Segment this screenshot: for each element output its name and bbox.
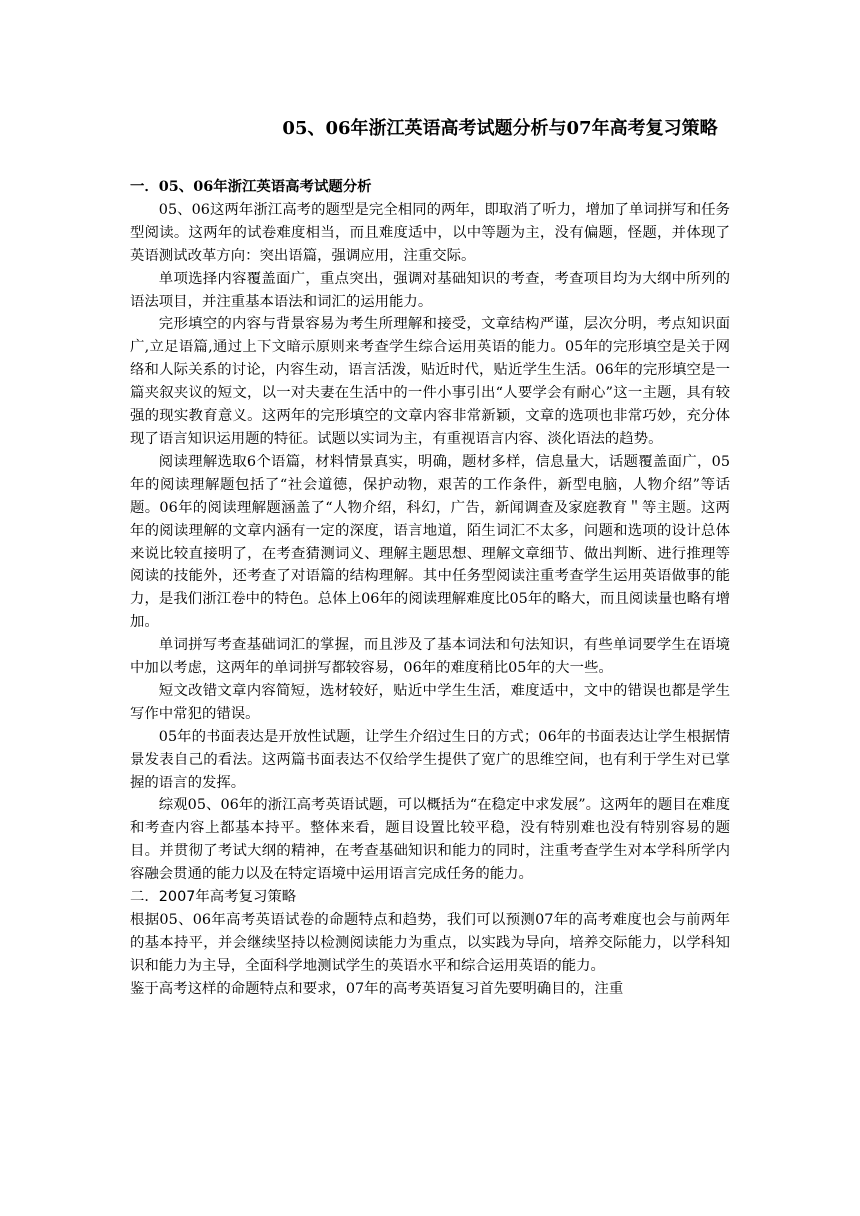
document-body — [130, 176, 730, 1001]
paragraph-summary: 综观05、06年的浙江高考英语试题，可以概括为“在稳定中求发展”。这两年的题目在难度和考查内容上都基本持平。整体来看，题目设置比较平稳，没有特别难也没有特别容易的题目。并贯彻了考试大纲的精神，在考查基础知识和能力的同时，注重考查学生对本学科所学内容融会贯通的能力以及在特定语境中运用语言完成任务的能力。 — [130, 797, 730, 883]
paragraph-overview: 05、06这两年浙江高考的题型是完全相同的两年，即取消了听力，增加了单词拼写和任务型阅读。这两年的试卷难度相当，而且难度适中，以中等题为主，没有偏题，怪题，并体现了英语测试改革方向：突出语篇，强调应用，注重交际。 — [130, 201, 730, 264]
paragraph-reading: 阅读理解选取6个语篇，材料情景真实，明确，题材多样，信息量大，话题覆盖面广，05年的阅读理解题包括了“社会道德，保护动物，艰苦的工作条件，新型电脑，人物介绍”等话题。06年的阅读理解题涵盖了“人物介绍，科幻，广告，新闻调查及家庭教育＂等主题。这两年的阅读理解的文章内涵有一定的深度，语言地道，陌生词汇不太多，问题和选项的设计总体来说比较直接明了，在考查猜测词义、理解主题思想、理解文章细节、做出判断、进行推理等阅读的技能外，还考查了对语篇的结构理解。其中任务型阅读注重考查学生运用英语做事的能力，是我们浙江卷中的特色。总体上06年的阅读理解难度比05年的略大，而且阅读量也略有增加。 — [130, 453, 730, 631]
paragraph-prediction: 根据05、06年高考英语试卷的命题特点和趋势，我们可以预测07年的高考难度也会与前两年的基本持平，并会继续坚持以检测阅读能力为重点，以实践为导向，培养交际能力，以学科知识和能力为主导，全面科学地测试学生的英语水平和综合运用英语的能力。 — [130, 912, 730, 974]
paragraph-writing: 05年的书面表达是开放性试题，让学生介绍过生日的方式；06年的书面表达让学生根据情景发表自己的看法。这两篇书面表达不仅给学生提供了宽广的思维空间，也有利于学生对已掌握的语言的发挥。 — [130, 728, 730, 791]
paragraph-error-correction: 短文改错文章内容简短，选材较好，贴近中学生生活，难度适中，文中的错误也都是学生写作中常犯的错误。 — [130, 682, 730, 722]
paragraph-spelling: 单词拼写考查基础词汇的掌握，而且涉及了基本词法和句法知识，有些单词要学生在语境中加以考虑，这两年的单词拼写都较容易，06年的难度稍比05年的大一些。 — [130, 637, 730, 677]
document-title: 05、06年浙江英语高考试题分析与07年高考复习策略 — [282, 118, 718, 139]
paragraph-single-choice: 单项选择内容覆盖面广，重点突出，强调对基础知识的考查，考查项目均为大纲中所列的语法项目，并注重基本语法和词汇的运用能力。 — [130, 270, 730, 310]
section-2-heading: 二．2007年高考复习策略 — [130, 889, 297, 906]
section-1-heading: 一．05、06年浙江英语高考试题分析 — [130, 178, 372, 195]
paragraph-cloze: 完形填空的内容与背景容易为考生所理解和接受，文章结构严谨，层次分明，考点知识面广,立足语篇,通过上下文暗示原则来考查学生综合运用英语的能力。05年的完形填空是关于网络和人际关系的讨论，内容生动，语言活泼，贴近时代，贴近学生生活。06年的完形填空是一篇夹叙夹议的短文，以一对夫妻在生活中的一件小事引出“人要学会有耐心”这一主题，具有较强的现实教育意义。这两年的完形填空的文章内容非常新颖，文章的选项也非常巧妙，充分体现了语言知识运用题的特征。试题以实词为主，有重视语言内容、淡化语法的趋势。 — [130, 316, 730, 447]
paragraph-strategy: 鉴于高考这样的命题特点和要求，07年的高考英语复习首先要明确目的，注重 — [130, 980, 624, 997]
